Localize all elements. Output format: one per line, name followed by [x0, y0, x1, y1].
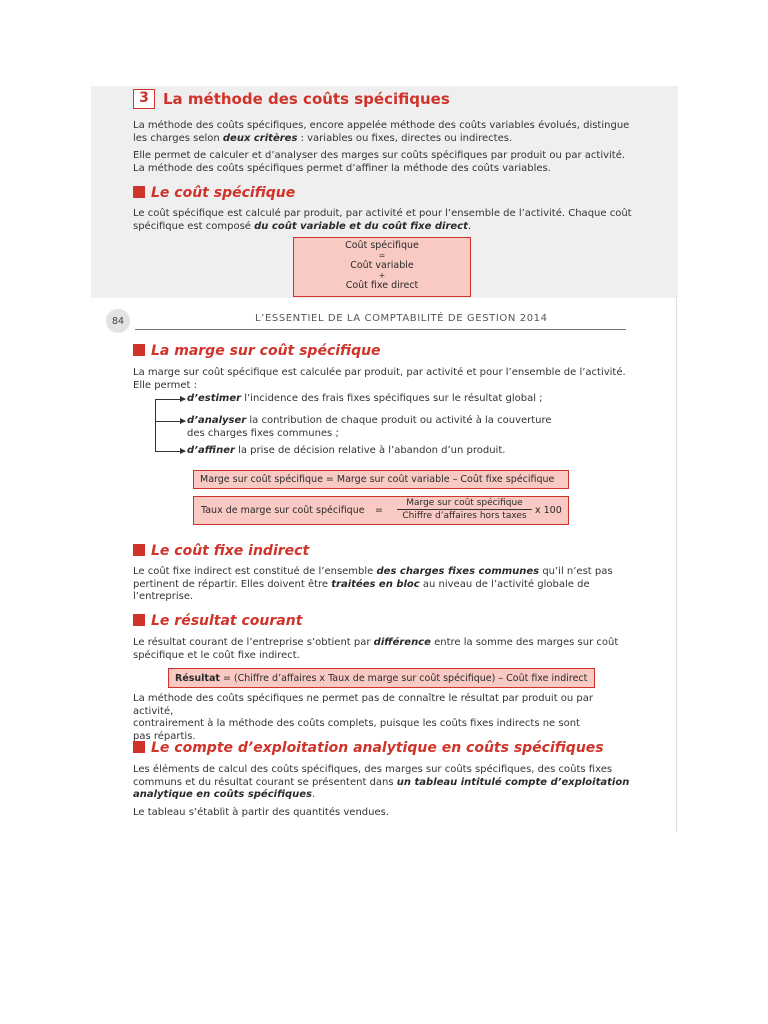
- heading-resultat: Le résultat courant: [133, 613, 302, 629]
- page-number: 84: [106, 309, 130, 333]
- fraction-numerator: Marge sur coût spécifique: [406, 498, 523, 508]
- resultat-text: Le résultat courant de l’entreprise s’obtient par différence entre la somme des marges sur coût spécifique et le coût fixe indirect.: [133, 637, 619, 661]
- red-square-icon: [133, 614, 145, 626]
- intro-paragraph-2: Elle permet de calculer et d’analyser des marges sur coûts spécifiques par produit ou par activité. La méthode des coûts spécifiques permet d’affiner la méthode des coûts variables.: [133, 150, 626, 174]
- resultat-formula: = (Chiffre d’affaires x Taux de marge sur coût spécifique) – Coût fixe indirect: [219, 673, 588, 684]
- taux-fraction: [397, 498, 532, 521]
- taux-label: Taux de marge sur coût spécifique: [201, 505, 365, 516]
- compte-final-text: Le tableau s’établit à partir des quantités vendues.: [133, 807, 390, 818]
- arrow-stem: [155, 399, 156, 451]
- red-square-icon: [133, 186, 145, 198]
- arrow-right-icon: [155, 399, 185, 400]
- formula-line: Coût variable: [350, 260, 414, 271]
- compte-text: Les éléments de calcul des coûts spécifiques, des marges sur coûts spécifiques, des coûts fixes communs et du résultat courant se présentent dans un tableau intitulé compte d’exploitation analytique en coûts spécifiques.: [133, 764, 630, 800]
- cout-specifique-text: Le coût spécifique est calculé par produit, par activité et pour l’ensemble de l’activité. Chaque coût spécifique est composé du coût variable et du coût fixe direct.: [133, 208, 632, 232]
- heading-fixe-indirect: Le coût fixe indirect: [133, 543, 309, 559]
- bullet-analyser: d’analyser la contribution de chaque produit ou activité à la couverture des charges fixes communes ;: [187, 415, 552, 439]
- resultat-after-text: La méthode des coûts spécifiques ne permet pas de connaître le résultat par produit ou par activité, contrairement à la méthode des coûts complets, puisque les coûts fixes indirects ne sont pas répartis.: [133, 693, 594, 742]
- times-100: x 100: [535, 505, 562, 516]
- formula-line: Coût spécifique: [345, 240, 419, 251]
- taux-formula-box: [193, 496, 569, 525]
- heading-marge: La marge sur coût spécifique: [133, 343, 381, 359]
- section-title: La méthode des coûts spécifiques: [163, 90, 450, 108]
- marge-text: La marge sur coût spécifique est calculée par produit, par activité et pour l’ensemble de l’activité. Elle permet :: [133, 367, 626, 391]
- bullet-estimer: d’estimer l’incidence des frais fixes spécifiques sur le résultat global ;: [187, 393, 543, 404]
- formula-line: +: [378, 271, 386, 280]
- fraction-denominator: Chiffre d’affaires hors taxes: [402, 511, 527, 521]
- fixe-indirect-text: Le coût fixe indirect est constitué de l’ensemble des charges fixes communes qu’il n’est pas pertinent de répartir. Elles doivent être traitées en bloc au niveau de l’activité globale de l’entreprise.: [133, 566, 613, 602]
- marge-formula-box: Marge sur coût spécifique = Marge sur coût variable – Coût fixe spécifique: [193, 470, 569, 489]
- resultat-formula-box: [168, 668, 595, 688]
- formula-line: =: [378, 251, 386, 260]
- section-number: 3: [133, 89, 155, 109]
- red-square-icon: [133, 344, 145, 356]
- heading-cout-specifique: Le coût spécifique: [133, 185, 295, 201]
- resultat-label: Résultat: [175, 673, 220, 684]
- arrow-right-icon: [155, 451, 185, 452]
- heading-compte: Le compte d’exploitation analytique en coûts spécifiques: [133, 740, 604, 756]
- red-square-icon: [133, 741, 145, 753]
- running-title: L’ESSENTIEL DE LA COMPTABILITÉ DE GESTION 2014: [255, 313, 548, 324]
- arrow-right-icon: [155, 421, 185, 422]
- bullet-affiner: d’affiner la prise de décision relative à l’abandon d’un produit.: [187, 445, 506, 456]
- intro-paragraph-1: La méthode des coûts spécifiques, encore appelée méthode des coûts variables évolués, distingue les charges selon deux critères : variables ou fixes, directes ou indirectes.: [133, 120, 630, 144]
- red-square-icon: [133, 544, 145, 556]
- fraction-bar: [397, 509, 532, 510]
- header-rule: [135, 329, 626, 330]
- formula-line: Coût fixe direct: [345, 280, 419, 291]
- equals-sign: =: [375, 505, 383, 516]
- cout-specifique-formula-box: [293, 237, 471, 297]
